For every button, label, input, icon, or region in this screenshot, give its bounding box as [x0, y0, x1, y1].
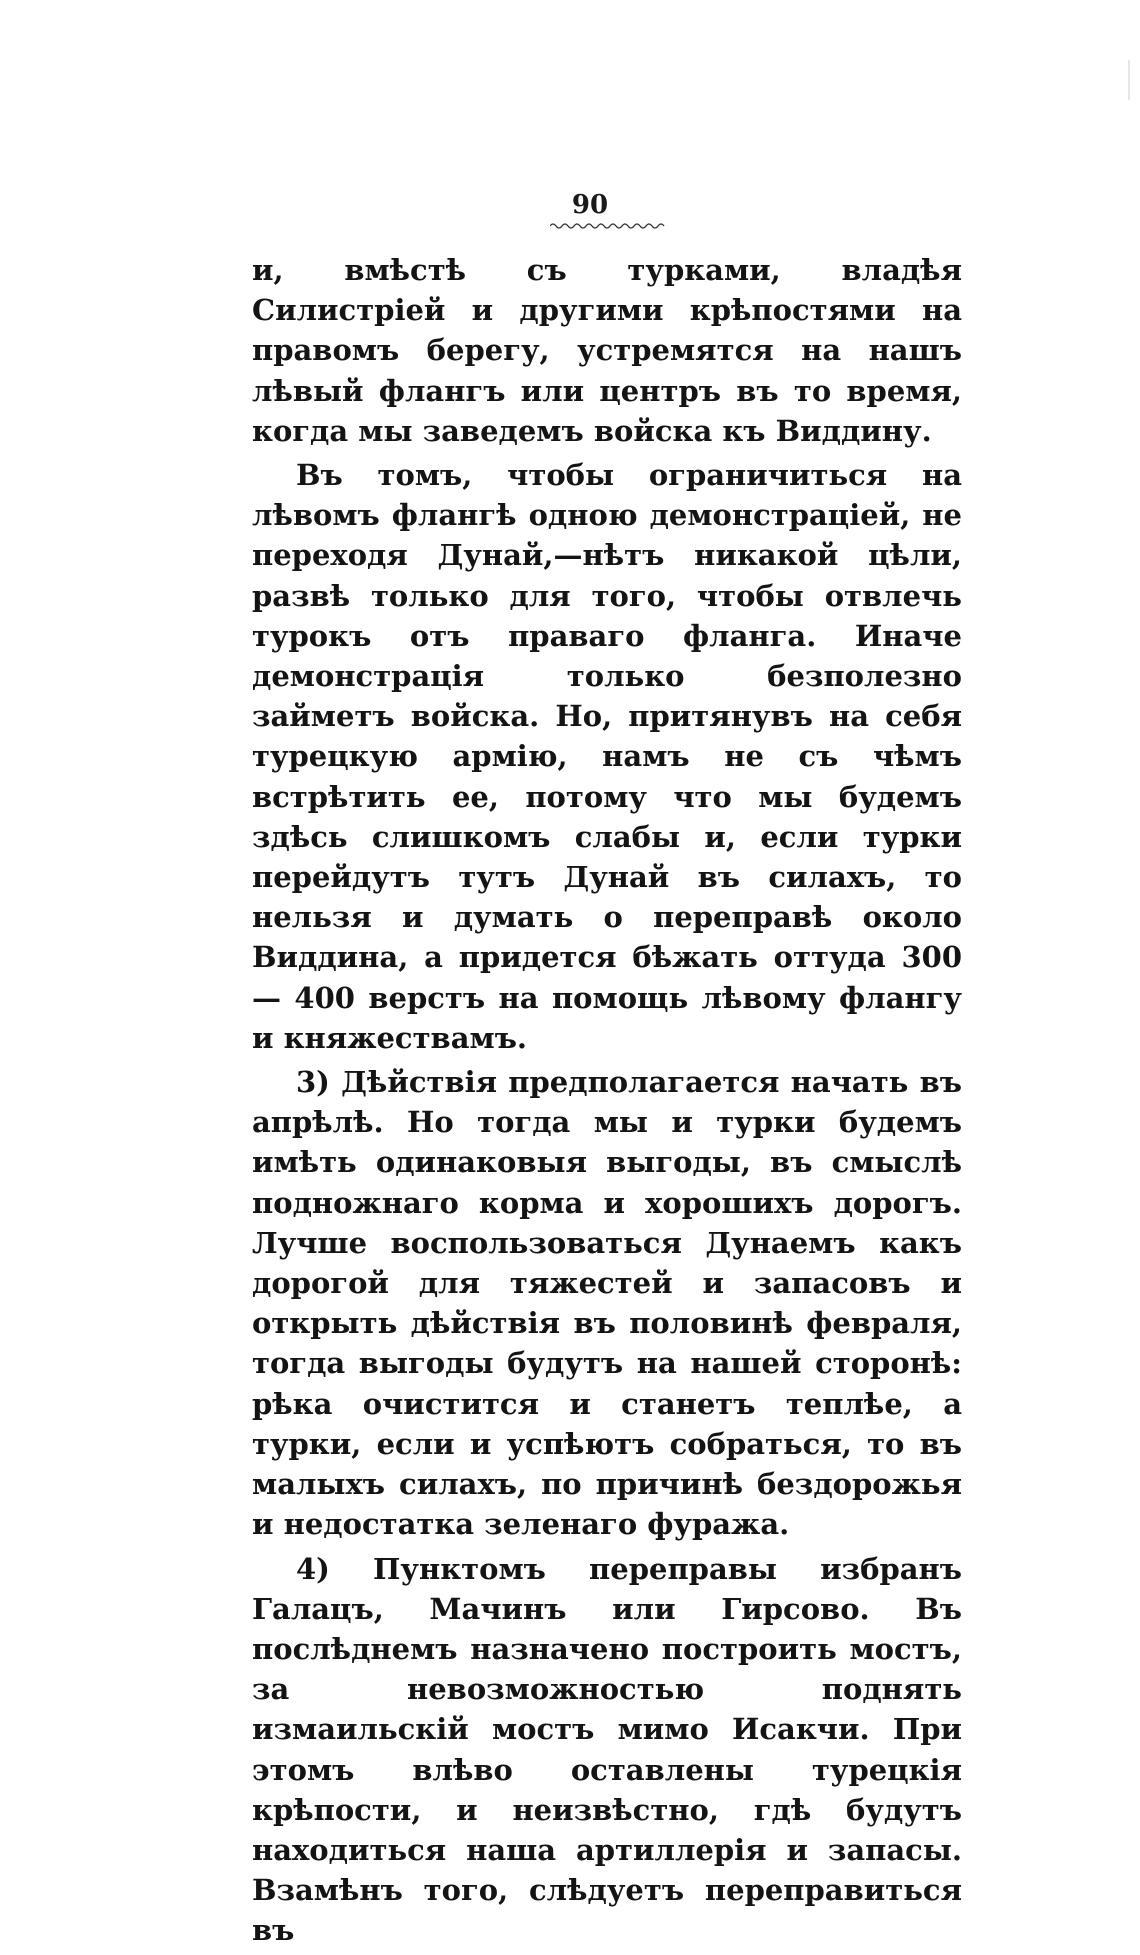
paragraph-continuation: и, вмѣстѣ съ турками, владѣя Силистріей и другими крѣпостями на правомъ берегу, устремятся на нашъ лѣвый флангъ или центръ въ то время, когда мы заведемъ войска къ Виддину. [252, 253, 962, 448]
paragraph-point-3: 3) Дѣйствія предполагается начать въ апрѣлѣ. Но тогда мы и турки будемъ имѣть одинаковыя выгоды, въ смыслѣ подножнаго корма и хорошихъ дорогъ. Лучше воспользоваться Дунаемъ какъ дорогой для тяжестей и запасовъ и открыть дѣйствія въ половинѣ февраля, тогда выгоды будутъ на нашей сторонѣ: рѣка очистится и станетъ теплѣе, а турки, если и успѣютъ собраться, то въ малыхъ силахъ, по причинѣ бездорожья и недостатка зеленаго фуража. [252, 1065, 962, 1542]
body-text [252, 250, 962, 1955]
scan-edge-mark [1128, 60, 1130, 100]
page-header [0, 190, 1140, 220]
page-number: 90 [571, 190, 609, 220]
paragraph-point-4: 4) Пунктомъ переправы избранъ Галацъ, Мачинъ или Гирсово. Въ послѣднемъ назначено построить мостъ, за невозможностью поднять измаильскій мостъ мимо Исакчи. При этомъ влѣво оставлены турецкія крѣпости, и неизвѣстно, гдѣ будутъ находиться наша артиллерія и запасы. Взамѣнъ того, слѣдуетъ переправиться въ [252, 1551, 962, 1948]
paragraph-demonstration: Въ томъ, чтобы ограничиться на лѣвомъ флангѣ одною демонстраціей, не переходя Дунай,—нѣтъ никакой цѣли, развѣ только для того, чтобы отвлечь турокъ отъ праваго фланга. Иначе демонстрація только безполезно займетъ войска. Но, притянувъ на себя турецкую армію, намъ не съ чѣмъ встрѣтить ее, потому что мы будемъ здѣсь слишкомъ слабы и, если турки перейдутъ тутъ Дунай въ силахъ, то нельзя и думать о переправѣ около Виддина, а придется бѣжать оттуда 300 — 400 верстъ на помощь лѣвому флангу и княжествамъ. [252, 458, 962, 1055]
wavy-rule-ornament [550, 220, 668, 232]
